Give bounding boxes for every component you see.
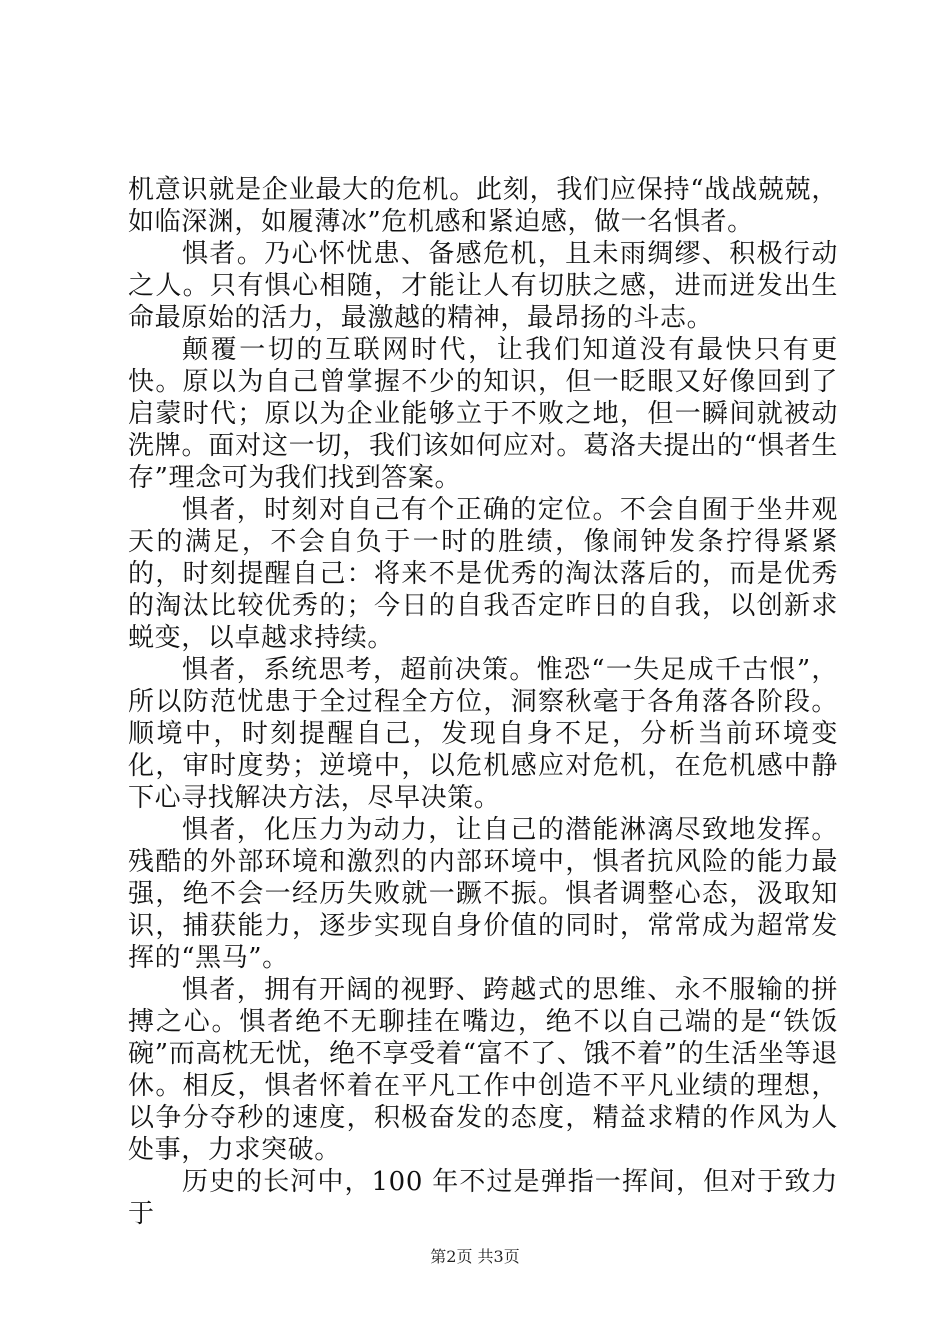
document-body (128, 174, 838, 1230)
page-footer: 第2页 共3页 (430, 1247, 520, 1266)
paragraph-8: 历史的长河中，100 年不过是弹指一挥间，但对于致力于 (128, 1167, 838, 1229)
paragraph-4: 惧者，时刻对自己有个正确的定位。不会自囿于坐井观天的满足，不会自负于一时的胜绩，像闹钟发条拧得紧紧的，时刻提醒自己：将来不是优秀的淘汰落后的，而是优秀的淘汰比较优秀的；今日的自我否定昨日的自我，以创新求蜕变，以卓越求持续。 (128, 495, 838, 653)
paragraph-7: 惧者，拥有开阔的视野、跨越式的思维、永不服输的拼搏之心。惧者绝不无聊挂在嘴边，绝不以自己端的是“铁饭碗”而高枕无忧，绝不享受着“富不了、饿不着”的生活坐等退休。相反，惧者怀着在平凡工作中创造不平凡业绩的理想，以争分夺秒的速度，积极奋发的态度，精益求精的作风为人处事，力求突破。 (128, 975, 838, 1165)
paragraph-6: 惧者，化压力为动力，让自己的潜能淋漓尽致地发挥。残酷的外部环境和激烈的内部环境中，惧者抗风险的能力最强，绝不会一经历失败就一蹶不振。惧者调整心态，汲取知识，捕获能力，逐步实现自身价值的同时，常常成为超常发挥的“黑马”。 (128, 815, 838, 973)
paragraph-1: 机意识就是企业最大的危机。此刻，我们应保持“战战兢兢，如临深渊，如履薄冰”危机感和紧迫感，做一名惧者。 (128, 175, 838, 237)
paragraph-2: 惧者。乃心怀忧患、备感危机，且未雨绸缪、积极行动之人。只有惧心相随，才能让人有切肤之感，进而迸发出生命最原始的活力，最激越的精神，最昂扬的斗志。 (128, 239, 838, 333)
paragraph-5: 惧者，系统思考，超前决策。惟恐“一失足成千古恨”，所以防范忧患于全过程全方位，洞察秋毫于各角落各阶段。顺境中，时刻提醒自己，发现自身不足，分析当前环境变化，审时度势；逆境中，以危机感应对危机，在危机感中静下心寻找解决方法，尽早决策。 (128, 655, 838, 813)
paragraph-3: 颠覆一切的互联网时代，让我们知道没有最快只有更快。原以为自己曾掌握不少的知识，但一眨眼又好像回到了启蒙时代；原以为企业能够立于不败之地，但一瞬间就被动洗牌。面对这一切，我们该如何应对。葛洛夫提出的“惧者生存”理念可为我们找到答案。 (128, 335, 838, 493)
